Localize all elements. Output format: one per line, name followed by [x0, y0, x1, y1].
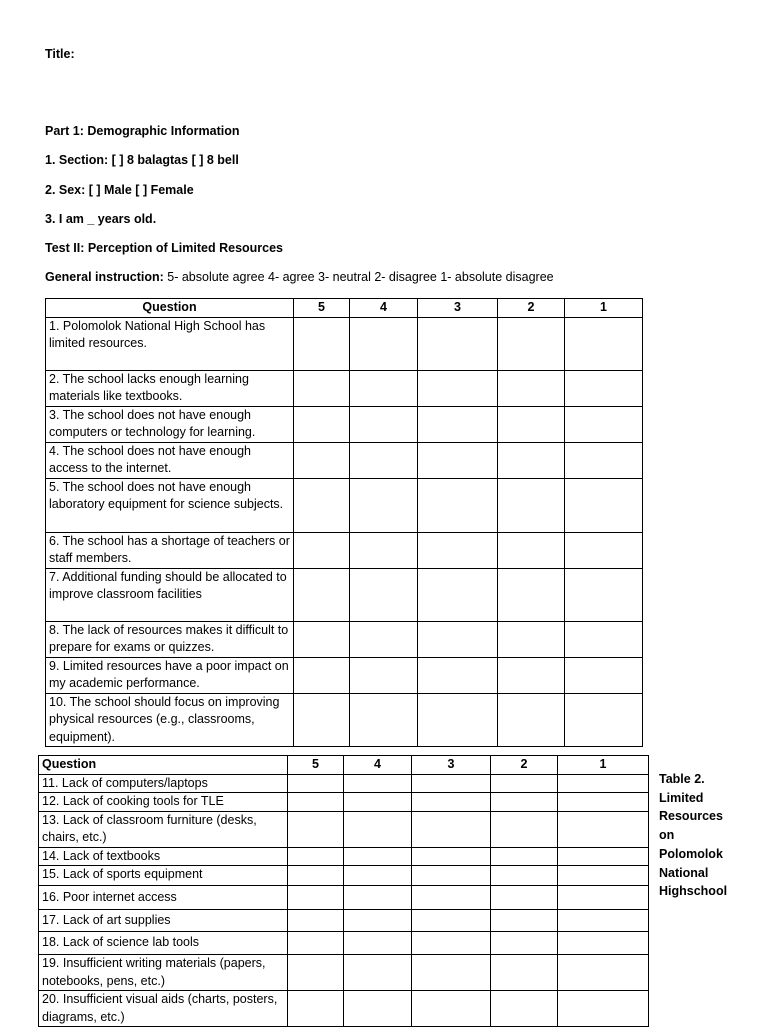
rating-cell-3[interactable]: [418, 406, 498, 442]
rating-cell-1[interactable]: [565, 693, 643, 747]
rating-cell-3[interactable]: [412, 774, 491, 793]
rating-cell-2[interactable]: [491, 866, 558, 886]
rating-cell-2[interactable]: [491, 847, 558, 866]
instruction-text: 5- absolute agree 4- agree 3- neutral 2- disagree 1- absolute disagree: [163, 270, 554, 284]
rating-cell-3[interactable]: [412, 991, 491, 1027]
rating-cell-2[interactable]: [498, 532, 565, 568]
rating-cell-5[interactable]: [288, 774, 344, 793]
table-header-row: [39, 756, 649, 775]
rating-cell-5[interactable]: [294, 621, 350, 657]
table-row: [46, 621, 643, 657]
question-cell: 17. Lack of art supplies: [39, 910, 288, 932]
rating-cell-2[interactable]: [498, 370, 565, 406]
rating-cell-3[interactable]: [412, 811, 491, 847]
rating-cell-4[interactable]: [344, 932, 412, 955]
rating-cell-5[interactable]: [294, 370, 350, 406]
table-row: [39, 811, 649, 847]
question-cell: 19. Insufficient writing materials (papers, notebooks, pens, etc.): [39, 955, 288, 991]
resources-table: [38, 755, 649, 1027]
question-cell: 5. The school does not have enough laboratory equipment for science subjects.: [46, 478, 294, 532]
rating-cell-2[interactable]: [498, 406, 565, 442]
rating-cell-2[interactable]: [498, 621, 565, 657]
rating-cell-2[interactable]: [491, 774, 558, 793]
table-row: [39, 793, 649, 812]
rating-cell-1[interactable]: [558, 991, 649, 1027]
rating-cell-5[interactable]: [294, 693, 350, 747]
column-header-4: 4: [350, 299, 418, 318]
rating-cell-2[interactable]: [498, 657, 565, 693]
rating-cell-2[interactable]: [498, 317, 565, 370]
column-header-5: 5: [294, 299, 350, 318]
rating-cell-4[interactable]: [344, 811, 412, 847]
rating-cell-4[interactable]: [344, 955, 412, 991]
question-cell: 2. The school lacks enough learning materials like textbooks.: [46, 370, 294, 406]
question-cell: 8. The lack of resources makes it difficult to prepare for exams or quizzes.: [46, 621, 294, 657]
rating-cell-5[interactable]: [288, 955, 344, 991]
question-cell: 16. Poor internet access: [39, 886, 288, 910]
rating-cell-1[interactable]: [558, 811, 649, 847]
rating-cell-5[interactable]: [288, 866, 344, 886]
rating-cell-4[interactable]: [350, 406, 418, 442]
table-row: [39, 774, 649, 793]
rating-cell-3[interactable]: [418, 370, 498, 406]
rating-cell-1[interactable]: [558, 910, 649, 932]
rating-cell-1[interactable]: [565, 370, 643, 406]
rating-cell-4[interactable]: [344, 847, 412, 866]
rating-cell-5[interactable]: [288, 886, 344, 910]
question-cell: 9. Limited resources have a poor impact on my academic performance.: [46, 657, 294, 693]
rating-cell-3[interactable]: [412, 932, 491, 955]
question-cell: 7. Additional funding should be allocated to improve classroom facilities: [46, 568, 294, 621]
table-row: [39, 886, 649, 910]
table-row: [39, 932, 649, 955]
rating-cell-5[interactable]: [294, 442, 350, 478]
question-cell: 11. Lack of computers/laptops: [39, 774, 288, 793]
table-row: [39, 866, 649, 886]
rating-cell-4[interactable]: [350, 693, 418, 747]
rating-cell-2[interactable]: [498, 478, 565, 532]
column-header-3: 3: [412, 756, 491, 775]
rating-cell-4[interactable]: [344, 910, 412, 932]
title-label: Title:: [45, 47, 75, 61]
rating-cell-4[interactable]: [350, 621, 418, 657]
rating-cell-3[interactable]: [412, 886, 491, 910]
rating-cell-1[interactable]: [565, 657, 643, 693]
rating-cell-4[interactable]: [344, 886, 412, 910]
rating-cell-1[interactable]: [565, 317, 643, 370]
rating-cell-4[interactable]: [350, 532, 418, 568]
rating-cell-5[interactable]: [294, 568, 350, 621]
rating-cell-3[interactable]: [418, 478, 498, 532]
rating-cell-1[interactable]: [565, 478, 643, 532]
table-row: [39, 847, 649, 866]
rating-cell-1[interactable]: [558, 955, 649, 991]
rating-cell-4[interactable]: [350, 317, 418, 370]
rating-cell-1[interactable]: [558, 932, 649, 955]
rating-cell-1[interactable]: [565, 442, 643, 478]
age-question: 3. I am _ years old.: [45, 212, 157, 226]
column-header-4: 4: [344, 756, 412, 775]
question-cell: 12. Lack of cooking tools for TLE: [39, 793, 288, 812]
question-cell: 10. The school should focus on improving physical resources (e.g., classrooms, equipment).: [46, 693, 294, 747]
rating-cell-1[interactable]: [558, 774, 649, 793]
question-cell: 4. The school does not have enough access to the internet.: [46, 442, 294, 478]
instruction-label: General instruction:: [45, 270, 164, 284]
table2-caption: Table 2. Limited Resources on Polomolok National Highschool: [659, 772, 728, 899]
rating-cell-2[interactable]: [491, 991, 558, 1027]
table-row: [46, 442, 643, 478]
rating-cell-3[interactable]: [418, 621, 498, 657]
table-row: [39, 991, 649, 1027]
rating-cell-3[interactable]: [418, 693, 498, 747]
rating-cell-2[interactable]: [491, 886, 558, 910]
rating-cell-1[interactable]: [558, 866, 649, 886]
rating-cell-1[interactable]: [565, 621, 643, 657]
rating-cell-1[interactable]: [558, 793, 649, 812]
rating-cell-2[interactable]: [491, 955, 558, 991]
general-instruction: [45, 270, 554, 284]
rating-cell-5[interactable]: [294, 657, 350, 693]
question-cell: 18. Lack of science lab tools: [39, 932, 288, 955]
column-header-1: 1: [558, 756, 649, 775]
rating-cell-3[interactable]: [418, 568, 498, 621]
question-cell: 3. The school does not have enough computers or technology for learning.: [46, 406, 294, 442]
question-cell: 1. Polomolok National High School has limited resources.: [46, 317, 294, 370]
question-cell: 6. The school has a shortage of teachers or staff members.: [46, 532, 294, 568]
column-header-question: Question: [39, 756, 288, 775]
column-header-2: 2: [491, 756, 558, 775]
rating-cell-4[interactable]: [344, 991, 412, 1027]
table-row: [46, 532, 643, 568]
question-cell: 14. Lack of textbooks: [39, 847, 288, 866]
rating-cell-2[interactable]: [491, 793, 558, 812]
column-header-3: 3: [418, 299, 498, 318]
table-row: [46, 406, 643, 442]
rating-cell-5[interactable]: [288, 793, 344, 812]
sex-question: 2. Sex: [ ] Male [ ] Female: [45, 183, 194, 197]
rating-cell-3[interactable]: [412, 847, 491, 866]
rating-cell-1[interactable]: [565, 532, 643, 568]
rating-cell-1[interactable]: [565, 406, 643, 442]
section-question: 1. Section: [ ] 8 balagtas [ ] 8 bell: [45, 153, 239, 167]
rating-cell-2[interactable]: [498, 568, 565, 621]
rating-cell-3[interactable]: [412, 910, 491, 932]
table-row: [39, 955, 649, 991]
rating-cell-3[interactable]: [412, 955, 491, 991]
rating-cell-5[interactable]: [294, 532, 350, 568]
rating-cell-3[interactable]: [418, 657, 498, 693]
rating-cell-4[interactable]: [350, 370, 418, 406]
rating-cell-2[interactable]: [491, 932, 558, 955]
column-header-1: 1: [565, 299, 643, 318]
rating-cell-2[interactable]: [498, 442, 565, 478]
rating-cell-3[interactable]: [418, 317, 498, 370]
column-header-question: Question: [46, 299, 294, 318]
table-row: [46, 657, 643, 693]
column-header-5: 5: [288, 756, 344, 775]
rating-cell-4[interactable]: [344, 774, 412, 793]
rating-cell-1[interactable]: [565, 568, 643, 621]
rating-cell-5[interactable]: [288, 910, 344, 932]
rating-cell-4[interactable]: [350, 478, 418, 532]
rating-cell-5[interactable]: [288, 847, 344, 866]
perception-table: [45, 298, 643, 747]
rating-cell-5[interactable]: [288, 811, 344, 847]
table-row: [46, 478, 643, 532]
rating-cell-2[interactable]: [491, 811, 558, 847]
table-row: [46, 693, 643, 747]
table-row: [39, 910, 649, 932]
test2-heading: Test II: Perception of Limited Resources: [45, 241, 284, 255]
table-row: [46, 370, 643, 406]
rating-cell-5[interactable]: [294, 317, 350, 370]
rating-cell-2[interactable]: [491, 910, 558, 932]
rating-cell-4[interactable]: [350, 568, 418, 621]
question-cell: 20. Insufficient visual aids (charts, posters, diagrams, etc.): [39, 991, 288, 1027]
rating-cell-5[interactable]: [288, 991, 344, 1027]
rating-cell-2[interactable]: [498, 693, 565, 747]
rating-cell-3[interactable]: [412, 866, 491, 886]
rating-cell-3[interactable]: [418, 532, 498, 568]
part1-heading: Part 1: Demographic Information: [45, 124, 240, 138]
rating-cell-5[interactable]: [294, 478, 350, 532]
question-cell: 15. Lack of sports equipment: [39, 866, 288, 886]
rating-cell-5[interactable]: [288, 932, 344, 955]
table-row: [46, 317, 643, 370]
rating-cell-4[interactable]: [344, 793, 412, 812]
rating-cell-4[interactable]: [344, 866, 412, 886]
rating-cell-4[interactable]: [350, 657, 418, 693]
rating-cell-3[interactable]: [412, 793, 491, 812]
table-row: [46, 568, 643, 621]
rating-cell-1[interactable]: [558, 847, 649, 866]
rating-cell-1[interactable]: [558, 886, 649, 910]
table-header-row: [46, 299, 643, 318]
rating-cell-5[interactable]: [294, 406, 350, 442]
column-header-2: 2: [498, 299, 565, 318]
rating-cell-4[interactable]: [350, 442, 418, 478]
question-cell: 13. Lack of classroom furniture (desks, chairs, etc.): [39, 811, 288, 847]
rating-cell-3[interactable]: [418, 442, 498, 478]
